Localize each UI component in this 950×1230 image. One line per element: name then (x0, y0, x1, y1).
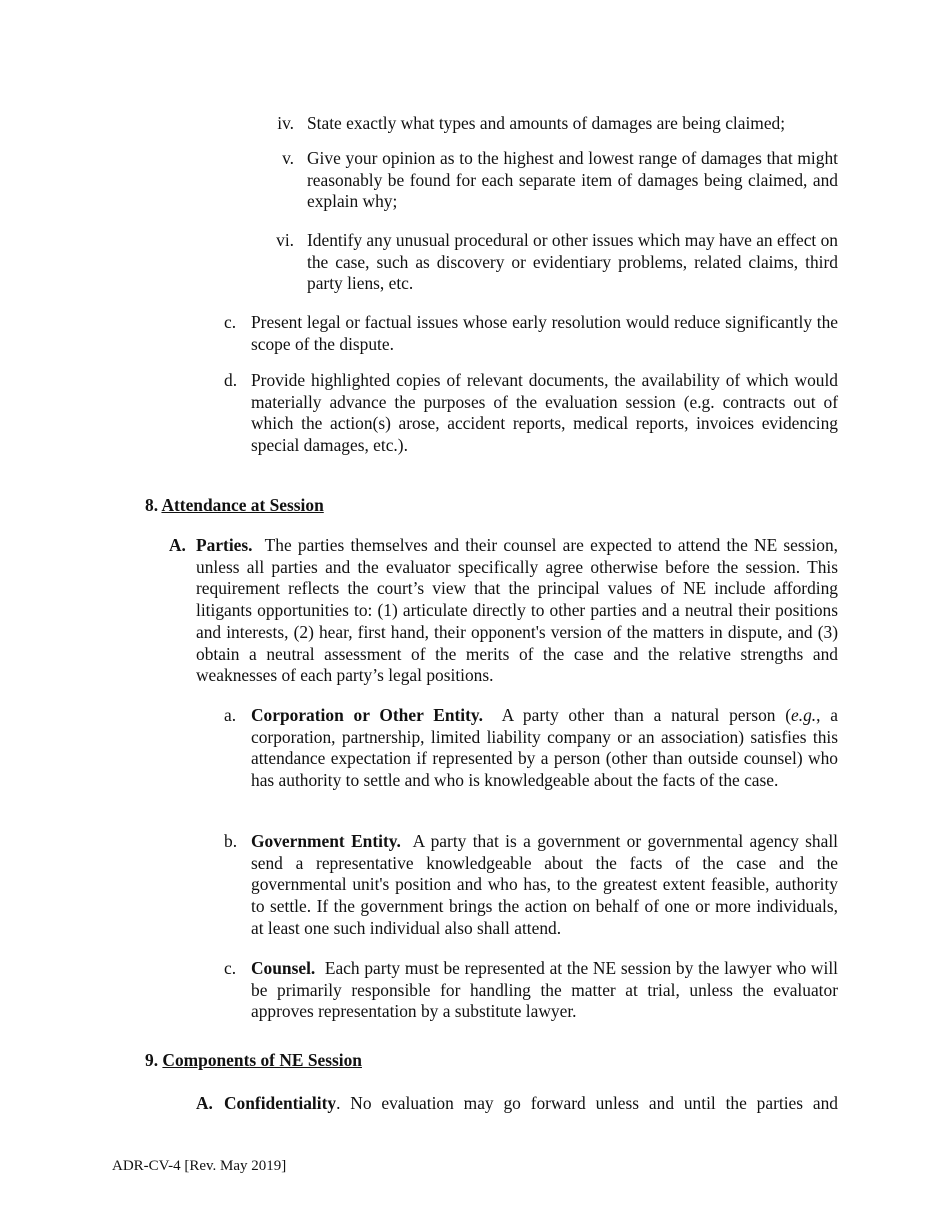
list-item-text: Provide highlighted copies of relevant documents, the availability of which would materially advance the purposes of the evaluation session (e.g. contracts out of which the action(s) arose, accident reports, medical reports, invoices evidencing special damages, etc.). (251, 370, 838, 456)
list-item-text: Present legal or factual issues whose early resolution would reduce significantly the scope of the dispute. (251, 312, 838, 354)
government-paragraph (251, 831, 838, 940)
confidentiality-paragraph (224, 1093, 838, 1115)
list-item-text: State exactly what types and amounts of damages are being claimed; (307, 113, 786, 133)
parties-paragraph (196, 535, 838, 687)
section-title: Attendance at Session (161, 495, 324, 515)
corporation-em: e.g. (791, 705, 817, 725)
list-marker: a. (224, 705, 237, 725)
section-number: 9. (145, 1050, 159, 1070)
section-number: 8. (145, 495, 159, 515)
list-item (251, 370, 838, 457)
list-marker: vi. (276, 230, 294, 250)
government-lead: Government Entity. (251, 831, 401, 851)
list-item-text: Identify any unusual procedural or other issues which may have an effect on the case, such as discovery or evidentiary problems, related claims, third party liens, etc. (307, 230, 838, 294)
list-marker: d. (224, 370, 238, 390)
list-marker: v. (282, 148, 294, 168)
corporation-text: , a corporation, partnership, limited liability company or an association) satisfies this attendance expectation if represented by a person (other than outside counsel) who has authority to settle and who is knowledgeable about the facts of the case. (251, 705, 838, 791)
confidentiality-lead: Confidentiality (224, 1093, 337, 1113)
subsection-marker: A. (169, 535, 186, 555)
list-marker: b. (224, 831, 238, 851)
list-marker: c. (224, 958, 237, 978)
counsel-lead: Counsel. (251, 958, 316, 978)
section-heading (145, 494, 324, 516)
government-text: A party that is a government or governmental agency shall send a representative knowledgeable about the facts of the case and the governmental unit's position and who has, to the greatest extent feasible, authority to settle. If the government brings the action on behalf of one or more individuals, at least one such individual also shall attend. (251, 831, 838, 938)
counsel-paragraph (251, 958, 838, 1023)
section-heading (145, 1049, 362, 1071)
list-item (307, 113, 838, 135)
footer-revision: ADR-CV-4 [Rev. May 2019] (112, 1158, 287, 1174)
parties-text: The parties themselves and their counsel are expected to attend the NE session, unless all parties and the evaluator specifically agree otherwise before the session. This requirement reflects the court’s view that the principal values of NE include affording litigants opportunities to: (1) articulate directly to other parties and a neutral their positions and interests, (2) hear, first hand, their opponent's version of the matters in dispute, and (3) obtain a neutral assessment of the merits of the case and the relative strengths and weaknesses of each party’s legal positions. (196, 535, 839, 686)
corporation-paragraph (251, 705, 838, 792)
list-item (307, 148, 838, 213)
list-marker: iv. (277, 113, 294, 133)
corporation-pre: A party other than a natural person ( (501, 705, 792, 725)
list-marker: c. (224, 312, 237, 332)
list-item (307, 230, 838, 295)
corporation-lead: Corporation or Other Entity. (251, 705, 483, 725)
list-item (251, 312, 838, 355)
confidentiality-text: . No evaluation may go forward unless and until the parties and (336, 1093, 838, 1113)
parties-lead: Parties. (196, 535, 253, 555)
list-item-text: Give your opinion as to the highest and lowest range of damages that might reasonably be found for each separate item of damages being claimed, and explain why; (307, 148, 838, 212)
section-title: Components of NE Session (162, 1050, 362, 1070)
subsection-marker: A. (196, 1093, 213, 1113)
counsel-text: Each party must be represented at the NE session by the lawyer who will be primarily responsible for handling the matter at trial, unless the evaluator approves representation by a substitute lawyer. (251, 958, 838, 1022)
